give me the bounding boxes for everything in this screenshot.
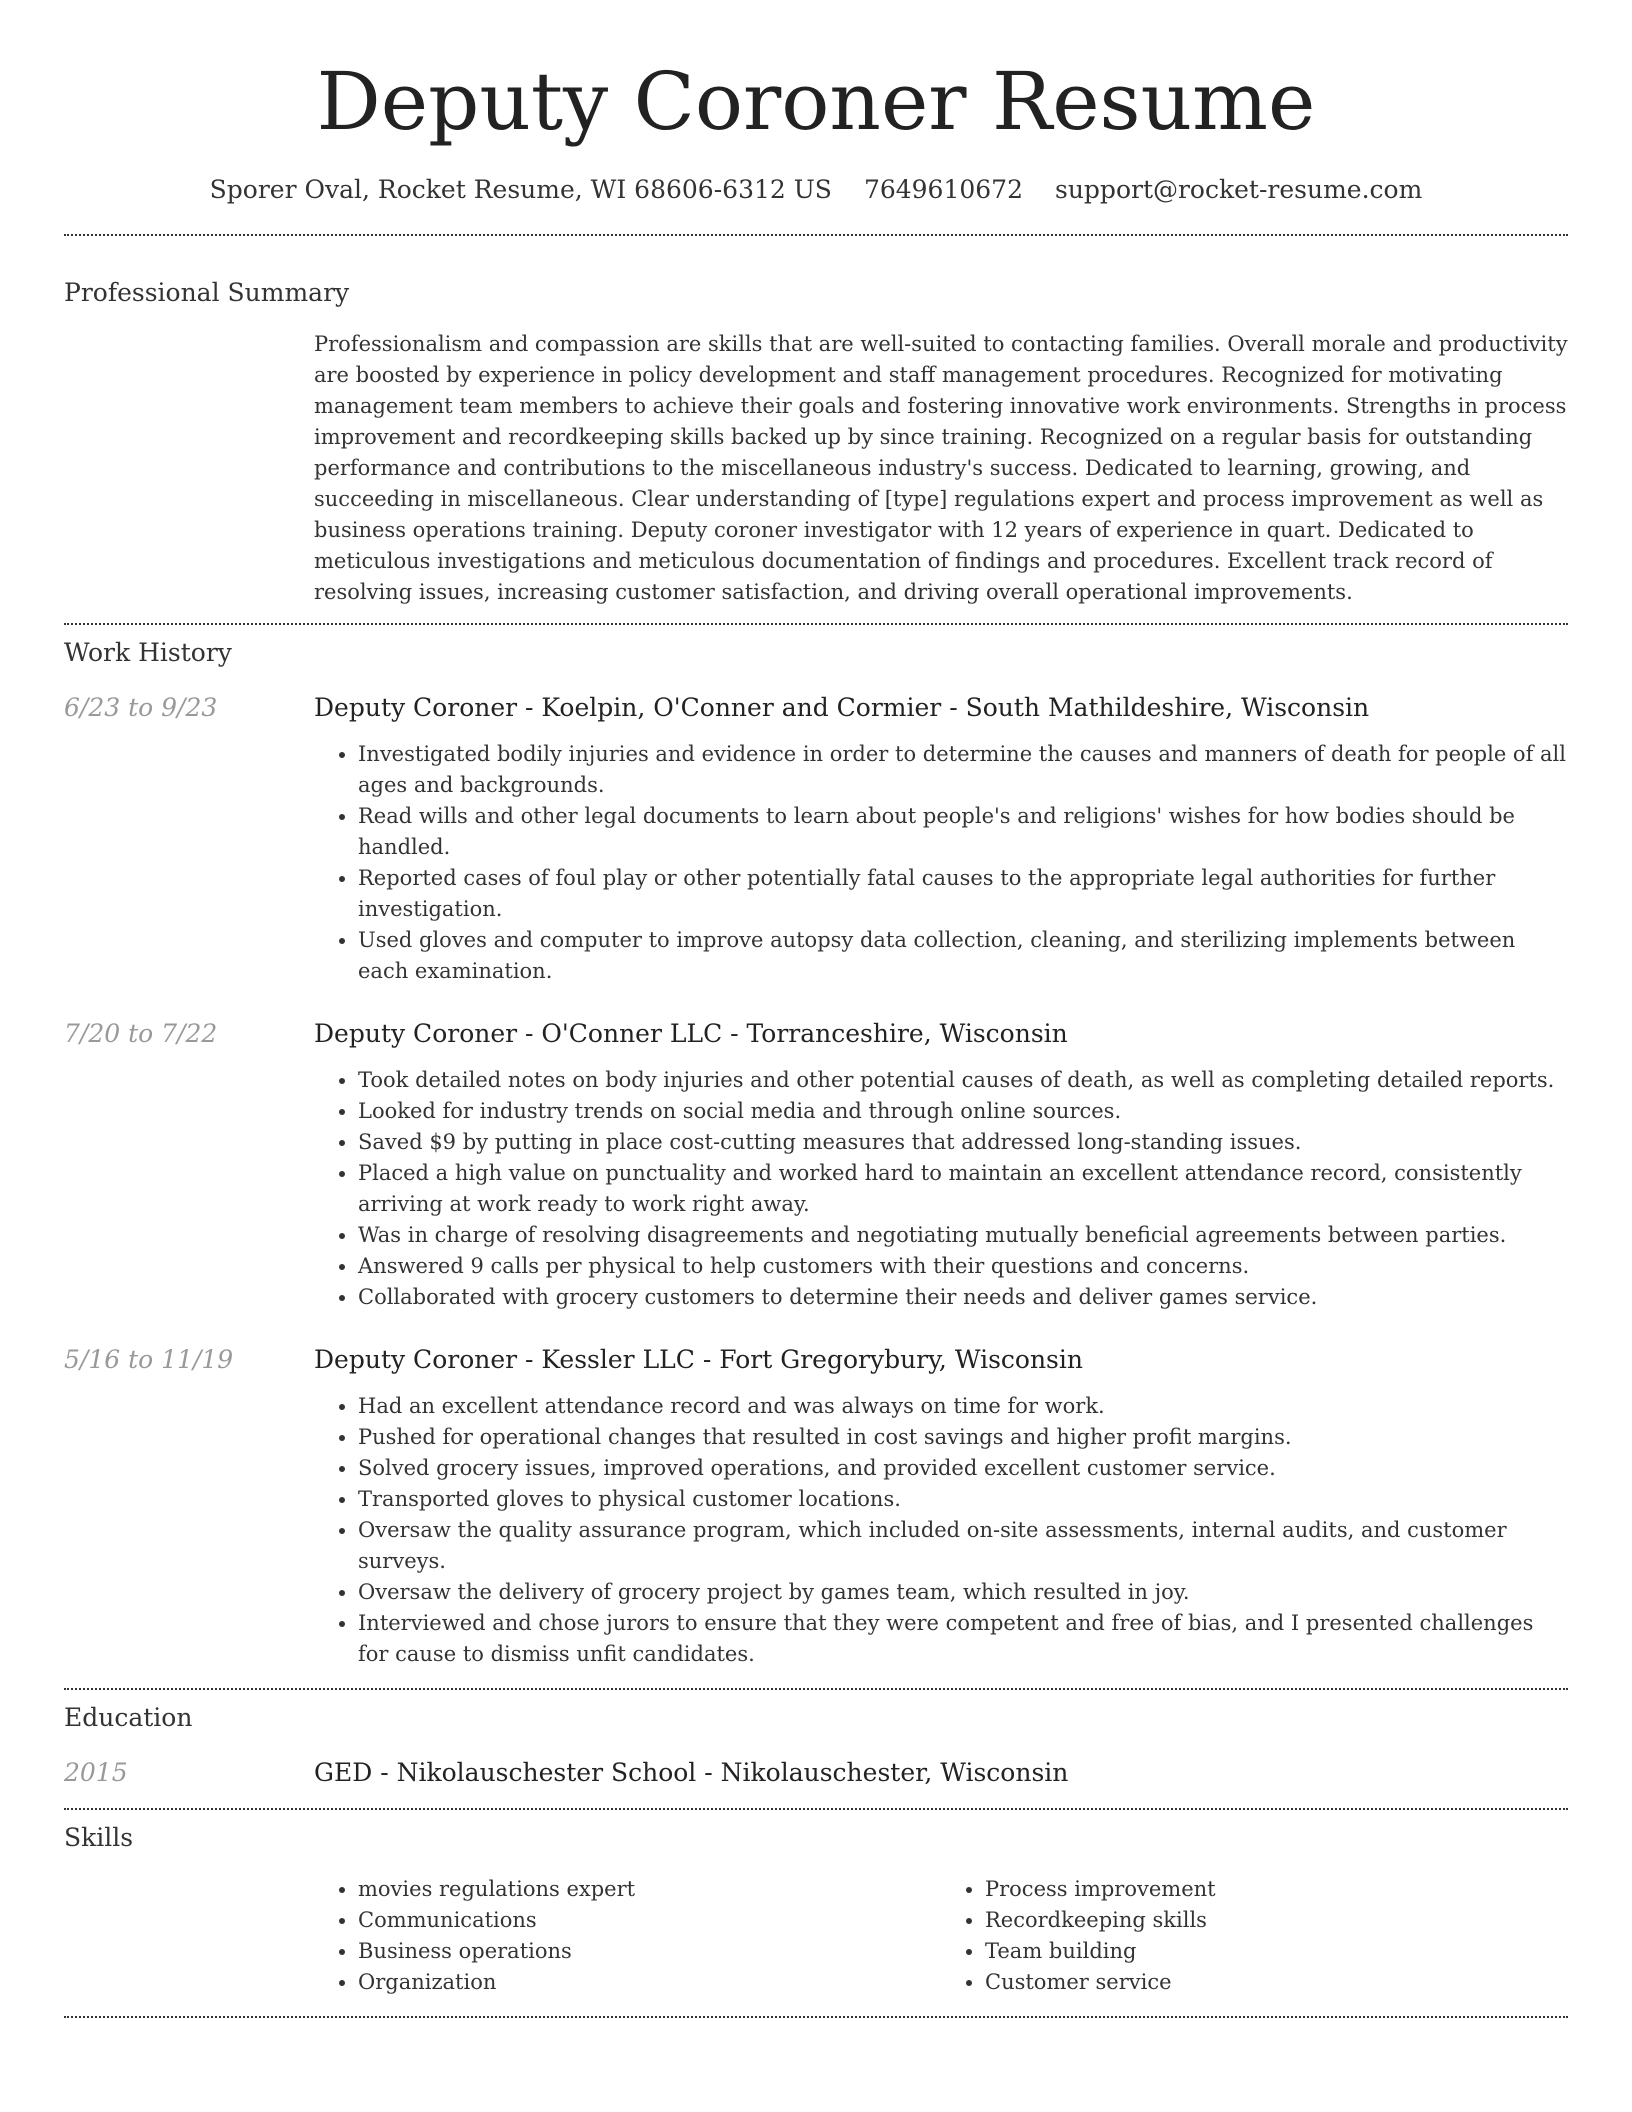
skill-item: • Recordkeeping skills bbox=[985, 1905, 1568, 1936]
work-history-heading: Work History bbox=[64, 638, 232, 667]
job-bullet: • Placed a high value on punctuality and worked hard to maintain an excellent attendance record, consistently arriving at work ready to work right away. bbox=[358, 1158, 1568, 1220]
job-dates: 6/23 to 9/23 bbox=[64, 693, 218, 722]
job-entry bbox=[64, 691, 1568, 987]
job-bullet: • Investigated bodily injuries and evidence in order to determine the causes and manners of death for people of all ages and backgrounds. bbox=[358, 739, 1568, 801]
job-bullet: • Transported gloves to physical customer locations. bbox=[358, 1484, 1568, 1515]
job-bullet: • Oversaw the quality assurance program, which included on-site assessments, internal audits, and customer surveys. bbox=[358, 1515, 1568, 1577]
job-bullet: • Saved $9 by putting in place cost-cutting measures that addressed long-standing issues. bbox=[358, 1127, 1568, 1158]
contact-address: Sporer Oval, Rocket Resume, WI 68606-6312 US bbox=[209, 175, 832, 204]
job-bullet: • Answered 9 calls per physical to help customers with their questions and concerns. bbox=[358, 1251, 1568, 1282]
skills-section bbox=[64, 1810, 1568, 1998]
skill-item: • Communications bbox=[358, 1905, 941, 1936]
skills-list-left bbox=[314, 1874, 941, 1998]
summary-text: Professionalism and compassion are skills that are well-suited to contacting families. Overall morale and productivity are boosted by experience in policy development and staff management procedures. Recognized for motivating management team members to achieve their goals and fostering innovative work environments. Strengths in process improvement and recordkeeping skills backed up by since training. Recognized on a regular basis for outstanding performance and contributions to the miscellaneous industry's success. Dedicated to learning, growing, and succeeding in miscellaneous. Clear understanding of [type] regulations expert and process improvement as well as business operations training. Deputy coroner investigator with 12 years of experience in quart. Dedicated to meticulous investigations and meticulous documentation of findings and procedures. Excellent track record of resolving issues, increasing customer satisfaction, and driving overall operational improvements. bbox=[314, 332, 1568, 604]
job-bullet: • Had an excellent attendance record and was always on time for work. bbox=[358, 1391, 1568, 1422]
job-dates: 7/20 to 7/22 bbox=[64, 1019, 218, 1048]
job-bullet: • Used gloves and computer to improve autopsy data collection, cleaning, and sterilizing implements between each examination. bbox=[358, 925, 1568, 987]
job-bullet: • Interviewed and chose jurors to ensure that they were competent and free of bias, and I presented challenges for cause to dismiss unfit candidates. bbox=[358, 1608, 1568, 1670]
contact-email: support@rocket-resume.com bbox=[1055, 175, 1423, 204]
job-bullet: • Looked for industry trends on social media and through online sources. bbox=[358, 1096, 1568, 1127]
job-entry bbox=[64, 1017, 1568, 1313]
summary-heading: Professional Summary bbox=[64, 278, 350, 307]
job-bullets bbox=[314, 1065, 1568, 1313]
job-bullet: • Collaborated with grocery customers to determine their needs and deliver games service. bbox=[358, 1282, 1568, 1313]
job-bullet: • Took detailed notes on body injuries and other potential causes of death, as well as completing detailed reports. bbox=[358, 1065, 1568, 1096]
skill-item: • Process improvement bbox=[985, 1874, 1568, 1905]
divider bbox=[64, 2016, 1568, 2018]
contact-phone: 7649610672 bbox=[863, 175, 1023, 204]
education-heading: Education bbox=[64, 1703, 193, 1732]
job-bullet: • Solved grocery issues, improved operations, and provided excellent customer service. bbox=[358, 1453, 1568, 1484]
job-bullet: • Oversaw the delivery of grocery project by games team, which resulted in joy. bbox=[358, 1577, 1568, 1608]
job-title: Deputy Coroner - Kessler LLC - Fort Gregorybury, Wisconsin bbox=[314, 1345, 1083, 1374]
skill-item: • Business operations bbox=[358, 1936, 941, 1967]
summary-section bbox=[64, 236, 1568, 608]
resume-title: Deputy Coroner Resume bbox=[316, 55, 1316, 148]
work-history-section bbox=[64, 625, 1568, 1670]
job-bullets bbox=[314, 1391, 1568, 1670]
skill-item: • Team building bbox=[985, 1936, 1568, 1967]
job-bullets bbox=[314, 739, 1568, 987]
job-bullet: • Read wills and other legal documents to learn about people's and religions' wishes for how bodies should be handled. bbox=[358, 801, 1568, 863]
contact-line bbox=[64, 174, 1568, 206]
job-bullet: • Reported cases of foul play or other potentially fatal causes to the appropriate legal authorities for further investigation. bbox=[358, 863, 1568, 925]
education-section bbox=[64, 1690, 1568, 1790]
skill-item: • Organization bbox=[358, 1967, 941, 1998]
skill-item: • Customer service bbox=[985, 1967, 1568, 1998]
job-dates: 5/16 to 11/19 bbox=[64, 1345, 234, 1374]
job-bullet: • Pushed for operational changes that resulted in cost savings and higher profit margins. bbox=[358, 1422, 1568, 1453]
job-title: Deputy Coroner - O'Conner LLC - Torranceshire, Wisconsin bbox=[314, 1019, 1068, 1048]
skill-item: • movies regulations expert bbox=[358, 1874, 941, 1905]
skills-heading: Skills bbox=[64, 1823, 134, 1852]
job-title: Deputy Coroner - Koelpin, O'Conner and Cormier - South Mathildeshire, Wisconsin bbox=[314, 693, 1370, 722]
skills-list-right bbox=[941, 1874, 1568, 1998]
education-year: 2015 bbox=[64, 1758, 128, 1787]
education-entry: GED - Nikolauschester School - Nikolauschester, Wisconsin bbox=[314, 1758, 1069, 1787]
job-entry bbox=[64, 1343, 1568, 1670]
job-bullet: • Was in charge of resolving disagreements and negotiating mutually beneficial agreements between parties. bbox=[358, 1220, 1568, 1251]
